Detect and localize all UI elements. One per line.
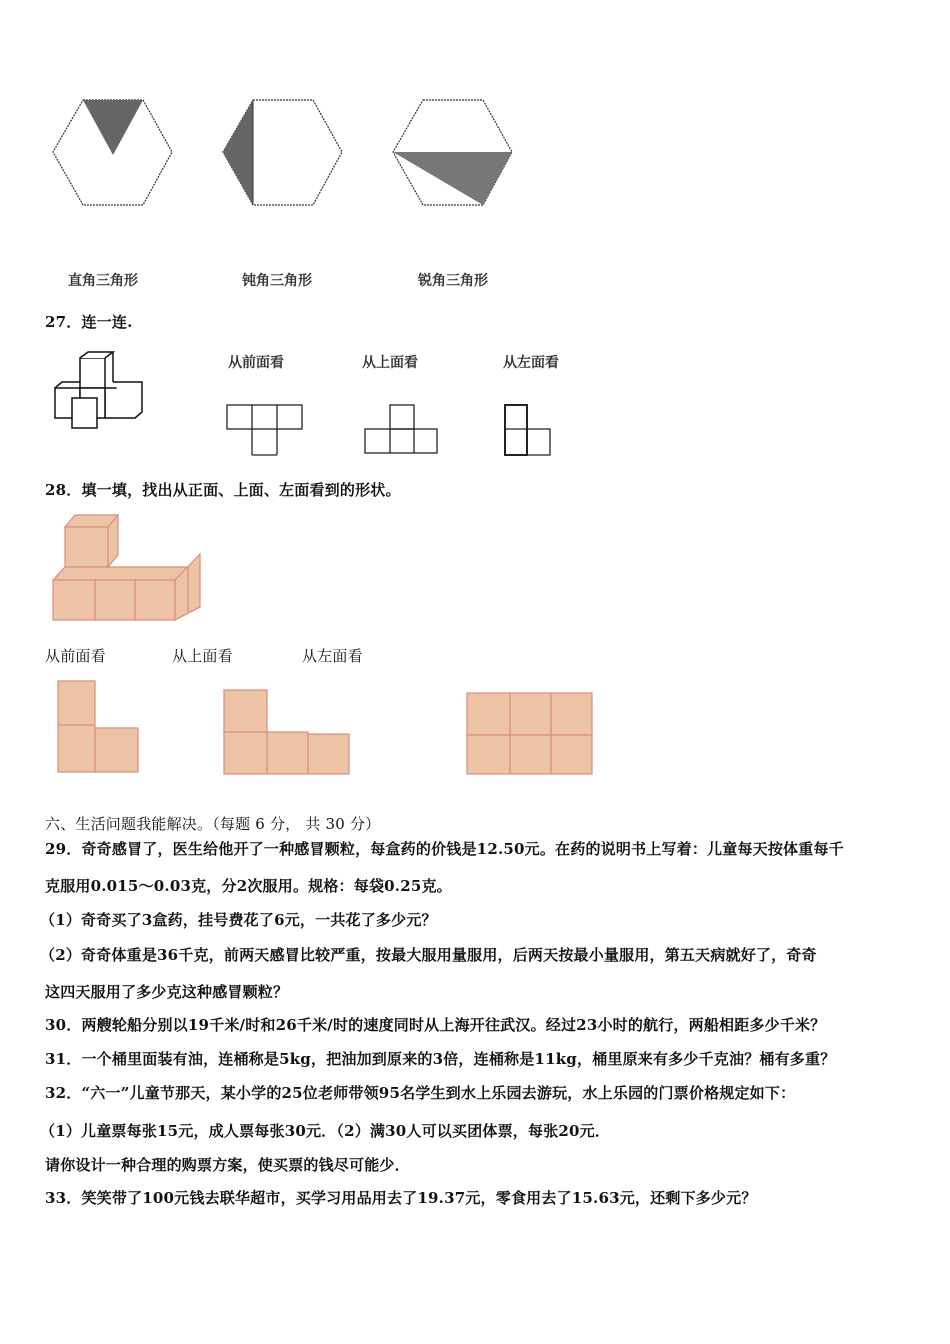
q27-title: 27．连一连. (45, 313, 133, 331)
cube-stack-figure (50, 350, 150, 435)
label-obtuse-triangle: 钝角三角形 (242, 273, 312, 289)
shaded-triangle (393, 152, 512, 205)
q29-line1: 29．奇奇感冒了，医生给他开了一种感冒颗粒，每盒药的价钱是12.50元。在药的说明书上写着：儿童每天按体重每千 (45, 840, 844, 858)
q27-view-front: 从前面看 (228, 355, 284, 371)
q29-part2a: （2）奇奇体重是36千克，前两天感冒比较严重，按最大服用量服用，后两天按最小量服用，第五天病就好了，奇奇 (40, 946, 817, 964)
q27-view-shapes (220, 400, 580, 460)
q27-view-left: 从左面看 (503, 355, 559, 371)
q28-view-left: 从左面看 (302, 647, 363, 665)
hexagon-figures (40, 95, 600, 215)
label-right-triangle: 直角三角形 (68, 273, 138, 289)
q32-line3: 请你设计一种合理的购票方案，使买票的钱尽可能少． (45, 1156, 410, 1174)
q29-part1: （1）奇奇买了3盒药，挂号费花了6元，一共花了多少元？ (40, 911, 437, 929)
q28-view-shapes (50, 678, 610, 778)
q32-line2: （1）儿童票每张15元，成人票每张30元．（2）满30人可以买团体票，每张20元． (40, 1122, 611, 1140)
q33-text: 33．笑笑带了100元钱去联华超市，买学习用品用去了19.37元，零食用去了15.63元，还剩下多少元？ (45, 1189, 757, 1207)
q30-text: 30．两艘轮船分别以19千米/时和26千米/时的速度同时从上海开往武汉。经过23小时的航行，两船相距多少千米？ (45, 1016, 826, 1034)
label-acute-triangle: 锐角三角形 (418, 273, 488, 289)
shaded-triangle (223, 100, 253, 205)
q32-line1: 32．“六一”儿童节那天，某小学的25位老师带领95名学生到水上乐园去游玩，水上乐园的门票价格规定如下： (45, 1084, 796, 1102)
q29-line2: 克服用0.015～0.03克，分2次服用。规格：每袋0.25克。 (45, 877, 452, 895)
q27-view-top: 从上面看 (362, 355, 418, 371)
q28-view-top: 从上面看 (172, 647, 233, 665)
q31-text: 31．一个桶里面装有油，连桶称是5kg，把油加到原来的3倍，连桶称是11kg，桶里原来有多少千克油？桶有多重？ (45, 1050, 836, 1068)
shaded-triangle (83, 100, 143, 155)
q28-view-front: 从前面看 (45, 647, 106, 665)
q29-part2b: 这四天服用了多少克这种感冒颗粒？ (45, 983, 289, 1001)
section-6-title: 六、生活问题我能解决。（每题 6 分， 共 30 分） (45, 815, 381, 833)
cube-stack-colored-figure (50, 512, 210, 622)
q28-title: 28．填一填，找出从正面、上面、左面看到的形状。 (45, 481, 401, 499)
